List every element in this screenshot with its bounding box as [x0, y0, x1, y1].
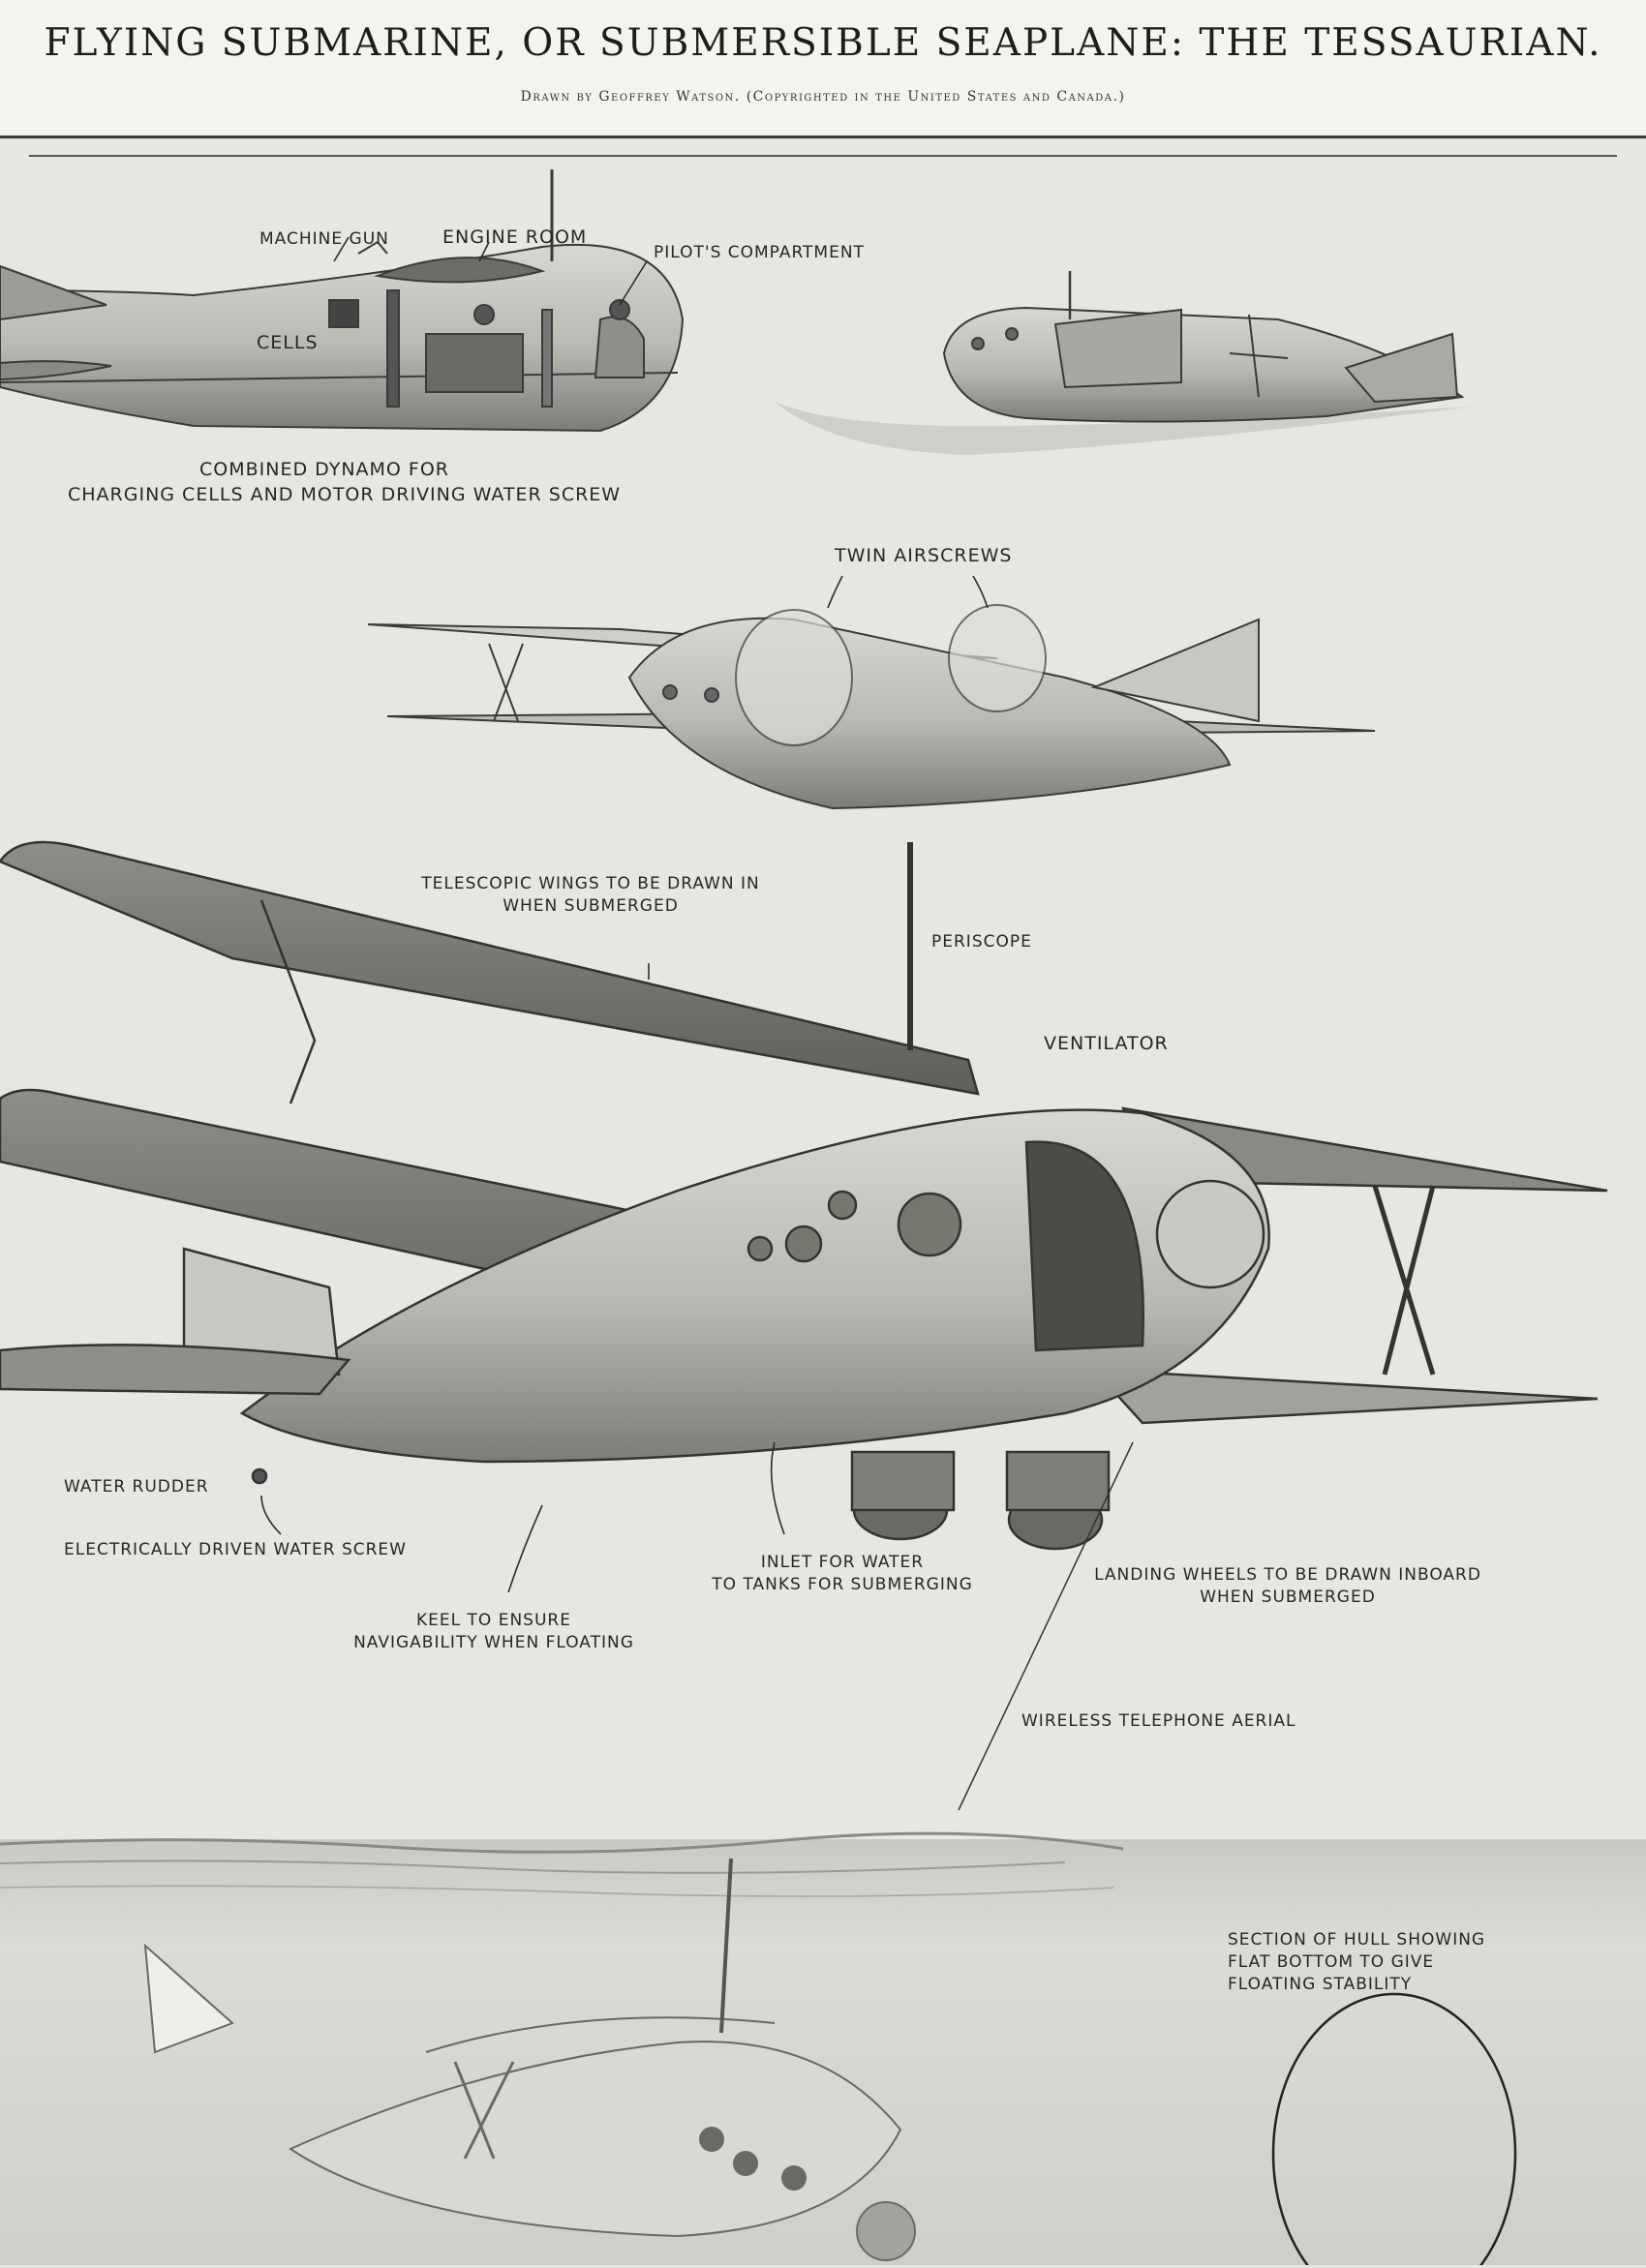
label-twin-airscrews: TWIN AIRSCREWS [835, 545, 1013, 566]
label-landing-wheels [1065, 1564, 1510, 1609]
page-title: FLYING SUBMARINE, OR SUBMERSIBLE SEAPLANE: THE TESSAURIAN. [44, 21, 1602, 65]
label-landing-line2: WHEN SUBMERGED [1200, 1587, 1376, 1607]
label-water-screw: ELECTRICALLY DRIVEN WATER SCREW [64, 1540, 407, 1559]
label-water-rudder: WATER RUDDER [64, 1477, 209, 1497]
label-telescopic-wings [387, 873, 794, 918]
label-section-line1: SECTION OF HULL SHOWING [1228, 1930, 1486, 1950]
artist-credit: Drawn by Geoffrey Watson. (Copyrighted in the United States and Canada.) [520, 89, 1126, 105]
cutaway-drawing [0, 169, 683, 431]
label-pilots-compartment: PILOT'S COMPARTMENT [654, 243, 865, 262]
label-keel-line1: KEEL TO ENSURE [416, 1611, 571, 1630]
submerged-scene-drawing [0, 1833, 1646, 2265]
label-keel-line2: NAVIGABILITY WHEN FLOATING [353, 1632, 634, 1652]
label-dynamo [68, 458, 622, 507]
label-dynamo-line2: CHARGING CELLS AND MOTOR DRIVING WATER SCREW [68, 483, 622, 505]
label-dynamo-line1: COMBINED DYNAMO FOR [198, 459, 450, 480]
label-section-line3: FLOATING STABILITY [1228, 1974, 1413, 1994]
label-section-line2: FLAT BOTTOM TO GIVE [1228, 1951, 1435, 1972]
label-telescopic-line1: TELESCOPIC WINGS TO BE DRAWN IN [421, 874, 760, 893]
main-seaplane-drawing [0, 842, 1607, 1810]
label-hull-section [1228, 1929, 1485, 1996]
label-cells: CELLS [257, 332, 319, 353]
label-aerial: WIRELESS TELEPHONE AERIAL [1021, 1711, 1296, 1731]
label-keel [320, 1610, 668, 1654]
flying-view-drawing [368, 605, 1375, 808]
label-periscope: PERISCOPE [931, 932, 1032, 952]
label-water-inlet [678, 1552, 1007, 1596]
label-inlet-line1: INLET FOR WATER [760, 1553, 925, 1572]
label-landing-line1: LANDING WHEELS TO BE DRAWN INBOARD [1094, 1565, 1481, 1585]
label-telescopic-line2: WHEN SUBMERGED [503, 895, 679, 916]
label-engine-room: ENGINE ROOM [442, 227, 588, 248]
label-ventilator: VENTILATOR [1044, 1033, 1169, 1054]
label-machine-gun: MACHINE GUN [259, 229, 389, 249]
floating-seaplane-drawing [775, 271, 1472, 455]
label-inlet-line2: TO TANKS FOR SUBMERGING [712, 1574, 973, 1594]
